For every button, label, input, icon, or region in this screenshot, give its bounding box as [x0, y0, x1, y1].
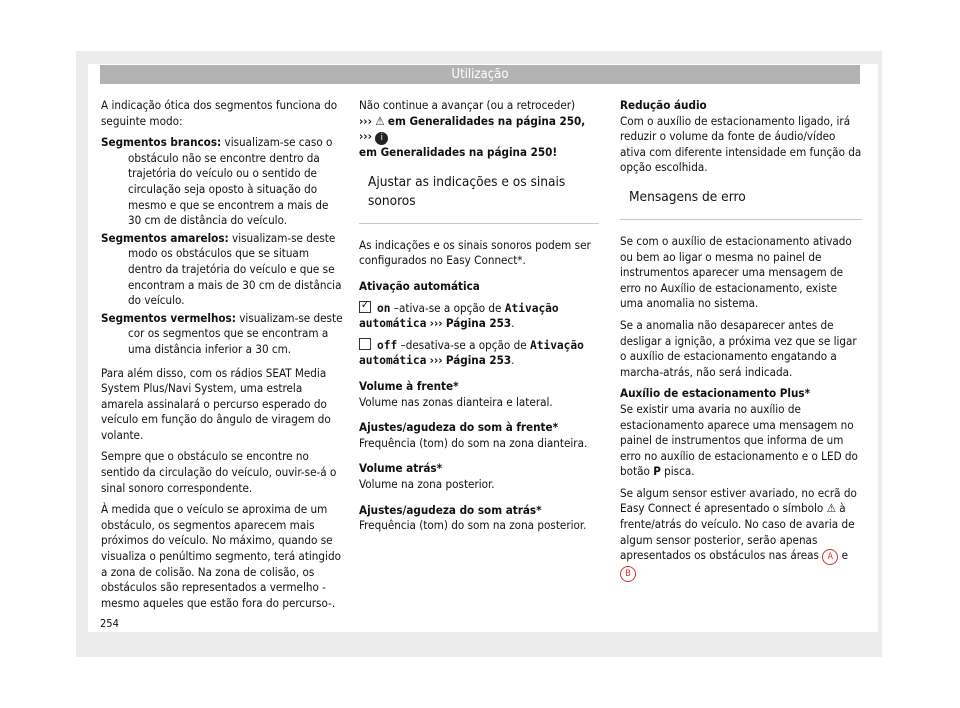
- def-white-text: visualizam-se caso o obstáculo não se encontre dentro da trajetória do veículo ou o sentido de circulação seja oposto à situação do mesmo e que se encontrem a mais de 30 cm de distância do veículo.: [128, 135, 333, 228]
- text-rear-volume: Volume na zona posterior.: [359, 476, 495, 491]
- plus-text: Se existir uma avaria no auxílio de estacionamento aparece uma mensagem no painel de instrumentos que informa de um erro no auxílio de estacionamento e o LED do botão: [620, 401, 858, 479]
- warning-text: Não continue a avançar (ou a retroceder): [359, 98, 576, 112]
- section-title-settings: Ajustar as indicações e os sinais sonoros: [359, 169, 599, 224]
- term-red: Segmentos vermelhos:: [101, 310, 236, 325]
- plus-text-end: pisca.: [664, 464, 695, 479]
- def-yellow-text: visualizam-se deste modo os obstáculos que se situam dentro da trajetória do veículo e que se encontram a mais de 30 cm de distância do veículo.: [128, 230, 342, 308]
- warning-symbol-icon: ⚠: [826, 501, 836, 516]
- page-number: 254: [100, 617, 119, 630]
- column-1: [101, 98, 344, 617]
- park-assist-plus-text: [620, 402, 862, 480]
- settings-intro: As indicações e os sinais sonoros podem ser configurados no Easy Connect*.: [359, 237, 591, 268]
- checked-box-icon: ✓: [361, 297, 370, 311]
- ref-arrows-on: ›››: [429, 316, 443, 331]
- section-title-errors: Mensagens de erro: [620, 184, 862, 220]
- column-3: [620, 98, 862, 588]
- unchecked-box-icon: [359, 338, 371, 350]
- heading-auto-activation: Ativação automática: [359, 278, 480, 293]
- area-a-marker: A: [822, 549, 838, 565]
- ref-link-2[interactable]: em Generalidades na página 250!: [359, 145, 558, 160]
- menu-auto-activation-on: Ativação automática: [359, 301, 559, 331]
- heading-audio-reduction: Redução áudio: [620, 98, 707, 112]
- definition-white: [101, 135, 344, 229]
- paragraph-approach: À medida que o veículo se aproxima de um obstáculo, os segmentos aparecem mais próximos do veículo. No máximo, quando se visualiza o penúltimo segmento, terá atingido a zona de colisão. Na zona de colisão, os obstáculos são representados a vermelho - mesmo aqueles que estão fora do percurso-.: [101, 502, 341, 610]
- sensor-text-a: Se algum sensor estiver avariado, no ecrã do Easy Connect é apresentado o símbolo: [620, 485, 857, 516]
- heading-front-pitch: Ajustes/agudeza do som à frente*: [359, 420, 559, 435]
- paragraph-sound: Sempre que o obstáculo se encontre no sentido da circulação do veículo, ouvir-se-á o sinal sonoro correspondente.: [101, 449, 337, 495]
- ref-link-1[interactable]: em Generalidades na página 250,: [387, 113, 586, 128]
- column-2: [359, 98, 599, 540]
- sensor-text-b: à frente/atrás do veículo. No caso de avaria de algum sensor posterior, serão apenas apresentados os obstáculos nas áreas: [620, 501, 855, 563]
- ref-arrows-2: ›››: [359, 129, 372, 144]
- term-yellow: Segmentos amarelos:: [101, 230, 229, 245]
- heading-rear-volume: Volume atrás*: [359, 461, 443, 476]
- definition-yellow: [101, 231, 344, 309]
- conjunction: e: [841, 548, 849, 563]
- on-description: –ativa-se a opção de: [390, 300, 505, 315]
- heading-park-assist-plus: Auxílio de estacionamento Plus*: [620, 386, 811, 401]
- option-on: ✓ on –ativa-se a opção de Ativação automática ››› Página 253.: [359, 297, 559, 331]
- off-description: –desativa-se a opção de: [397, 337, 530, 352]
- info-circle-icon: i: [375, 132, 388, 145]
- warning-paragraph: [359, 98, 599, 161]
- text-audio-reduction: Com o auxílio de estacionamento ligado, irá reduzir o volume da fonte de áudio/vídeo ativa com diferente intensidade em função da opção escolhida.: [620, 113, 862, 175]
- page-header: Utilização: [100, 65, 860, 84]
- keyword-off: off: [377, 338, 398, 352]
- keyword-on: on: [377, 301, 391, 315]
- text-front-pitch: Frequência (tom) do som na zona dianteira.: [359, 435, 588, 450]
- ref-arrows: ›››: [359, 113, 372, 128]
- term-white: Segmentos brancos:: [101, 135, 222, 150]
- sensor-paragraph: [620, 486, 862, 582]
- heading-rear-pitch: Ajustes/agudeza do som atrás*: [359, 502, 542, 517]
- def-red-text: visualizam-se deste cor os segmentos que se encontram a uma distância inferior a 30 cm.: [128, 310, 343, 356]
- ref-page-on[interactable]: Página 253: [445, 316, 512, 331]
- definition-red: [101, 311, 344, 358]
- heading-front-volume: Volume à frente*: [359, 378, 459, 393]
- ref-arrows-off: ›››: [429, 353, 443, 368]
- intro-paragraph: A indicação ótica dos segmentos funciona do seguinte modo:: [101, 98, 338, 128]
- option-off: off –desativa-se a opção de Ativação automática ››› Página 253.: [359, 337, 584, 368]
- error-paragraph-2: Se a anomalia não desaparecer antes de desligar a ignição, a próxima vez que se ligar o auxílio de estacionamento engatando a marcha-atrás, não será indicada.: [620, 317, 857, 379]
- error-paragraph-1: Se com o auxílio de estacionamento ativado ou bem ao ligar o mesma no painel de instrumentos aparecer uma mensagem de erro no Auxílio de estacionamento, existe uma anomalia no sistema.: [620, 233, 852, 311]
- park-button-icon: P: [653, 464, 661, 479]
- ref-page-off[interactable]: Página 253: [445, 353, 512, 368]
- warning-triangle-icon: ⚠: [375, 113, 385, 128]
- paragraph-star: Para além disso, com os rádios SEAT Media System Plus/Navi System, uma estrela amarela assinalará o percurso esperado do veículo em função do ângulo de viragem do volante.: [101, 365, 331, 442]
- text-front-volume: Volume nas zonas dianteira e lateral.: [359, 394, 553, 409]
- text-rear-pitch: Frequência (tom) do som na zona posterior.: [359, 518, 587, 533]
- menu-auto-activation-off: Ativação automática: [359, 338, 584, 368]
- area-b-marker: B: [620, 566, 636, 582]
